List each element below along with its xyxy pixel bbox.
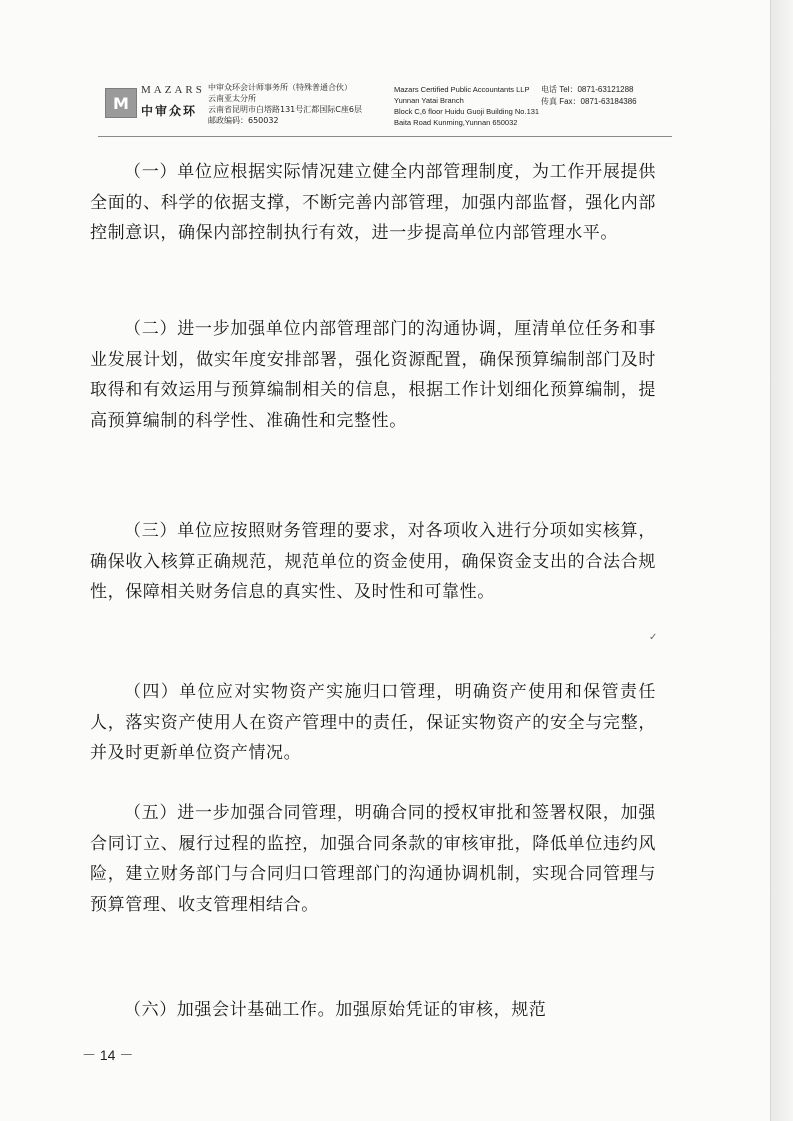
scan-speck: ✓ <box>649 632 658 643</box>
contact-info <box>541 84 671 108</box>
firm-en-line: Block C,6 floor Huidu Guoji Building No.131 <box>394 107 540 116</box>
brand-name-chinese: 中审众环 <box>141 104 198 118</box>
mazars-logo-icon: M <box>105 88 137 118</box>
phone-number: 电话 Tel：0871-63121288 <box>541 85 634 94</box>
page-number: － 14 － <box>82 1047 134 1063</box>
firm-zh-line: 中审众环会计师事务所（特殊普通合伙） <box>208 83 352 92</box>
brand-name-english: MAZARS <box>141 84 205 96</box>
firm-zh-line: 云南亚太分所 <box>208 94 256 103</box>
firm-en-line: Baita Road Kunming,Yunnan 650032 <box>394 118 518 127</box>
fax-number: 传真 Fax：0871-63184386 <box>541 97 637 106</box>
paragraph-1: （一）单位应根据实际情况建立健全内部管理制度，为工作开展提供全面的、科学的依据支撑，不断完善内部管理，加强内部监督，强化内部控制意识，确保内部控制执行有效，进一步提高单位内部管理水平。 <box>90 162 656 243</box>
page-edge-shadow <box>771 0 793 1121</box>
firm-en-line: Mazars Certified Public Accountants LLP <box>394 85 530 94</box>
firm-zh-line: 云南省昆明市白塔路131号汇都国际C座6层 <box>208 105 362 114</box>
paragraph-4: （四）单位应对实物资产实施归口管理，明确资产使用和保管责任人，落实资产使用人在资产管理中的责任，保证实物资产的安全与完整，并及时更新单位资产情况。 <box>90 682 656 763</box>
firm-en-line: Yunnan Yatai Branch <box>394 96 464 105</box>
paragraph-3: （三）单位应按照财务管理的要求，对各项收入进行分项如实核算，确保收入核算正确规范，规范单位的资金使用，确保资金支出的合法合规性，保障相关财务信息的真实性、及时性和可靠性。 <box>90 521 656 602</box>
letterhead <box>105 78 665 138</box>
firm-chinese-info <box>208 82 398 126</box>
firm-english-info <box>394 84 554 128</box>
header-divider <box>98 136 672 137</box>
firm-zh-line: 邮政编码：650032 <box>208 116 279 125</box>
paragraph-6: （六）加强会计基础工作。加强原始凭证的审核，规范 <box>124 1000 547 1020</box>
paragraph-5: （五）进一步加强合同管理，明确合同的授权审批和签署权限，加强合同订立、履行过程的监控，加强合同条款的审核审批，降低单位违约风险，建立财务部门与合同归口管理部门的沟通协调机制，实现合同管理与预算管理、收支管理相结合。 <box>90 803 656 915</box>
paragraph-2: （二）进一步加强单位内部管理部门的沟通协调，厘清单位任务和事业发展计划，做实年度安排部署，强化资源配置，确保预算编制部门及时取得和有效运用与预算编制相关的信息，根据工作计划细化预算编制，提高预算编制的科学性、准确性和完整性。 <box>90 319 656 431</box>
